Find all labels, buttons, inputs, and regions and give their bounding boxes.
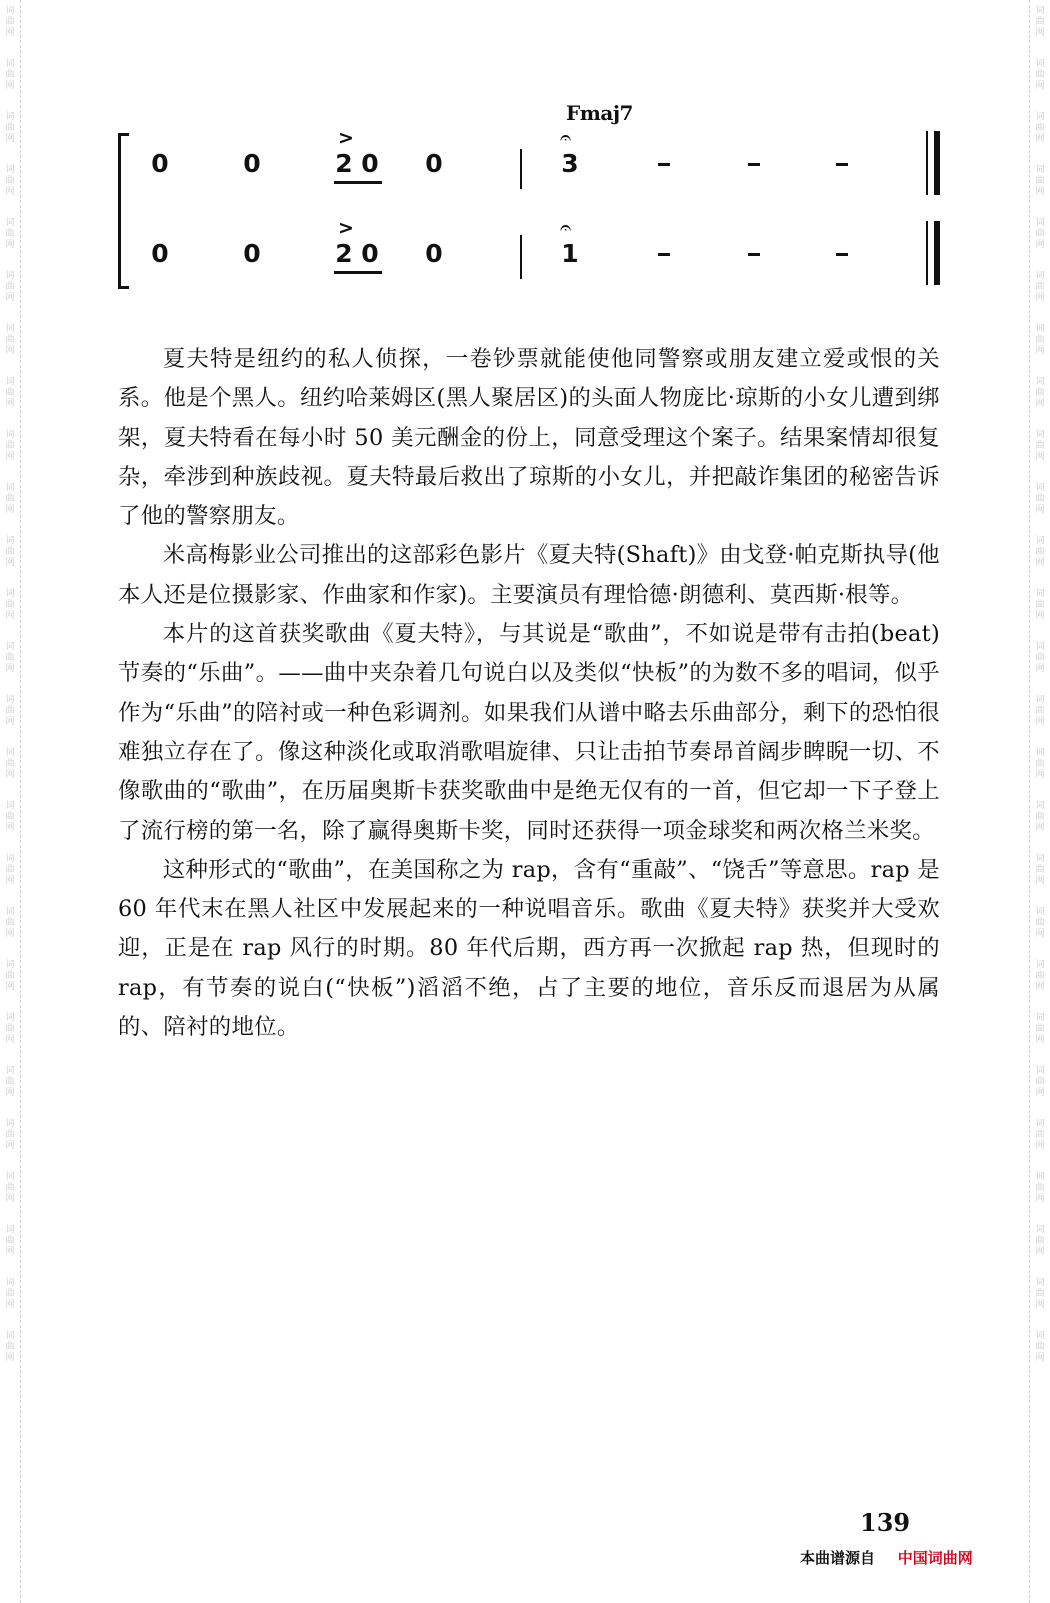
- numbered-score: [118, 95, 958, 295]
- watermark-text: 词曲网: [5, 483, 15, 515]
- watermark-text: 词曲网: [1035, 1013, 1045, 1045]
- score-note: 0: [151, 149, 169, 178]
- watermark-text: 词曲网: [5, 1066, 15, 1098]
- watermark-text: 词曲网: [5, 695, 15, 727]
- watermark-text: 词曲网: [1035, 589, 1045, 621]
- score-note: 0: [361, 239, 379, 268]
- duration-dash: [836, 253, 848, 256]
- watermark-text: 词曲网: [1035, 907, 1045, 939]
- accent-mark: >: [338, 217, 354, 239]
- watermark-text: 词曲网: [5, 589, 15, 621]
- watermark-text: 词曲网: [1035, 483, 1045, 515]
- watermark-text: 词曲网: [1035, 1119, 1045, 1151]
- watermark-text: 词曲网: [1035, 6, 1045, 38]
- duration-dash: [836, 163, 848, 166]
- paragraph-plot: 夏夫特是纽约的私人侦探，一卷钞票就能使他同警察或朋友建立爱或恨的关系。他是个黑人。纽约哈莱姆区(黑人聚居区)的头面人物庞比·琼斯的小女儿遭到绑架，夏夫特看在每小时 50 美元酬金的份上，同意受理这个案子。结果案情却很复杂，牵涉到种族歧视。夏夫特最后救出了琼斯的小女儿，并把敲诈集团的秘密告诉了他的警察朋友。: [118, 346, 940, 530]
- eighth-beam: [334, 271, 382, 274]
- paragraph-rap-history: 这种形式的“歌曲”，在美国称之为 rap，含有“重敲”、“饶舌”等意思。rap 是 60 年代末在黑人社区中发展起来的一种说唱音乐。歌曲《夏夫特》获奖并大受欢迎，正是在 rap 风行的时期。80 年代后期，西方再一次掀起 rap 热，但现时的 rap，有节奏的说白(“快板”)滔滔不绝，占了主要的地位，音乐反而退居为从属的、陪衬的地位。: [118, 856, 940, 1041]
- watermark-text: 词曲网: [5, 59, 15, 91]
- right-watermark-strip: [1029, 0, 1050, 1603]
- watermark-text: 词曲网: [5, 6, 15, 38]
- watermark-text: 词曲网: [1035, 1066, 1045, 1098]
- duration-dash: [658, 163, 670, 166]
- watermark-text: 词曲网: [1035, 324, 1045, 356]
- watermark-text: 词曲网: [1035, 748, 1045, 780]
- watermark-text: 词曲网: [5, 960, 15, 992]
- watermark-text: 词曲网: [1035, 112, 1045, 144]
- watermark-text: 词曲网: [5, 642, 15, 674]
- duration-dash: [748, 253, 760, 256]
- watermark-text: 词曲网: [1035, 1225, 1045, 1257]
- watermark-text: 词曲网: [1035, 536, 1045, 568]
- score-note: 0: [425, 239, 443, 268]
- watermark-text: 词曲网: [1035, 59, 1045, 91]
- watermark-text: 词曲网: [1035, 430, 1045, 462]
- eighth-beam: [334, 181, 382, 184]
- score-note: 2: [335, 239, 353, 268]
- source-label: 本曲谱源自: [800, 1549, 876, 1567]
- watermark-text: 词曲网: [5, 218, 15, 250]
- score-note: 0: [425, 149, 443, 178]
- score-row-upper: [118, 125, 958, 205]
- watermark-text: 词曲网: [1035, 1278, 1045, 1310]
- paragraph-song-analysis: 本片的这首获奖歌曲《夏夫特》，与其说是“歌曲”，不如说是带有击拍(beat)节奏的“乐曲”。——曲中夹杂着几句说白以及类似“快板”的为数不多的唱词，似乎作为“乐曲”的陪衬或一种色彩调剂。如果我们从谱中略去乐曲部分，剩下的恐怕很难独立存在了。像这种淡化或取消歌唱旋律、只让击拍节奏昂首阔步睥睨一切、不像歌曲的“歌曲”，在历届奥斯卡获奖歌曲中是绝无仅有的一首，但它却一下子登上了流行榜的第一名，除了赢得奥斯卡奖，同时还获得一项金球奖和两次格兰米奖。: [118, 621, 940, 844]
- watermark-text: 词曲网: [5, 377, 15, 409]
- paragraph-film-credits: 米高梅影业公司推出的这部彩色影片《夏夫特(Shaft)》由戈登·帕克斯执导(他本人还是位摄影家、作曲家和作家)。主要演员有理恰德·朗德利、莫西斯·根等。: [118, 542, 940, 608]
- watermark-text: 词曲网: [1035, 960, 1045, 992]
- watermark-text: 词曲网: [5, 112, 15, 144]
- watermark-text: 词曲网: [5, 165, 15, 197]
- score-note: 0: [243, 149, 261, 178]
- watermark-text: 词曲网: [5, 801, 15, 833]
- watermark-text: 词曲网: [1035, 695, 1045, 727]
- accent-mark: >: [338, 127, 354, 149]
- watermark-text: 词曲网: [1035, 642, 1045, 674]
- watermark-text: 词曲网: [1035, 377, 1045, 409]
- duration-dash: [748, 163, 760, 166]
- watermark-text: 词曲网: [5, 324, 15, 356]
- watermark-text: 词曲网: [5, 1278, 15, 1310]
- watermark-text: 词曲网: [5, 1172, 15, 1204]
- watermark-text: 词曲网: [5, 536, 15, 568]
- fermata-mark: 𝄐: [560, 215, 572, 239]
- watermark-text: 词曲网: [1035, 1331, 1045, 1363]
- source-site-link[interactable]: 中国词曲网: [897, 1549, 973, 1567]
- score-row-lower: [118, 215, 958, 295]
- score-note: 2: [335, 149, 353, 178]
- article-body: [118, 340, 940, 1047]
- watermark-text: 词曲网: [1035, 854, 1045, 886]
- watermark-text: 词曲网: [5, 1331, 15, 1363]
- watermark-text: 词曲网: [5, 1225, 15, 1257]
- score-note: 3: [561, 149, 579, 178]
- duration-dash: [658, 253, 670, 256]
- score-note: 0: [151, 239, 169, 268]
- watermark-text: 词曲网: [5, 1119, 15, 1151]
- watermark-text: 词曲网: [1035, 271, 1045, 303]
- left-watermark-strip: [0, 0, 21, 1603]
- chord-symbol: Fmaj7: [566, 101, 633, 125]
- watermark-text: 词曲网: [1035, 801, 1045, 833]
- watermark-text: 词曲网: [1035, 1172, 1045, 1204]
- watermark-text: 词曲网: [5, 1013, 15, 1045]
- source-footer: [800, 1547, 973, 1568]
- watermark-text: 词曲网: [5, 907, 15, 939]
- page-number: 139: [860, 1508, 911, 1537]
- score-note: 1: [561, 239, 579, 268]
- watermark-text: 词曲网: [5, 748, 15, 780]
- watermark-text: 词曲网: [5, 271, 15, 303]
- watermark-text: 词曲网: [1035, 165, 1045, 197]
- watermark-text: 词曲网: [5, 430, 15, 462]
- watermark-text: 词曲网: [5, 854, 15, 886]
- watermark-text: 词曲网: [1035, 218, 1045, 250]
- score-note: 0: [243, 239, 261, 268]
- score-note: 0: [361, 149, 379, 178]
- fermata-mark: 𝄐: [560, 125, 572, 149]
